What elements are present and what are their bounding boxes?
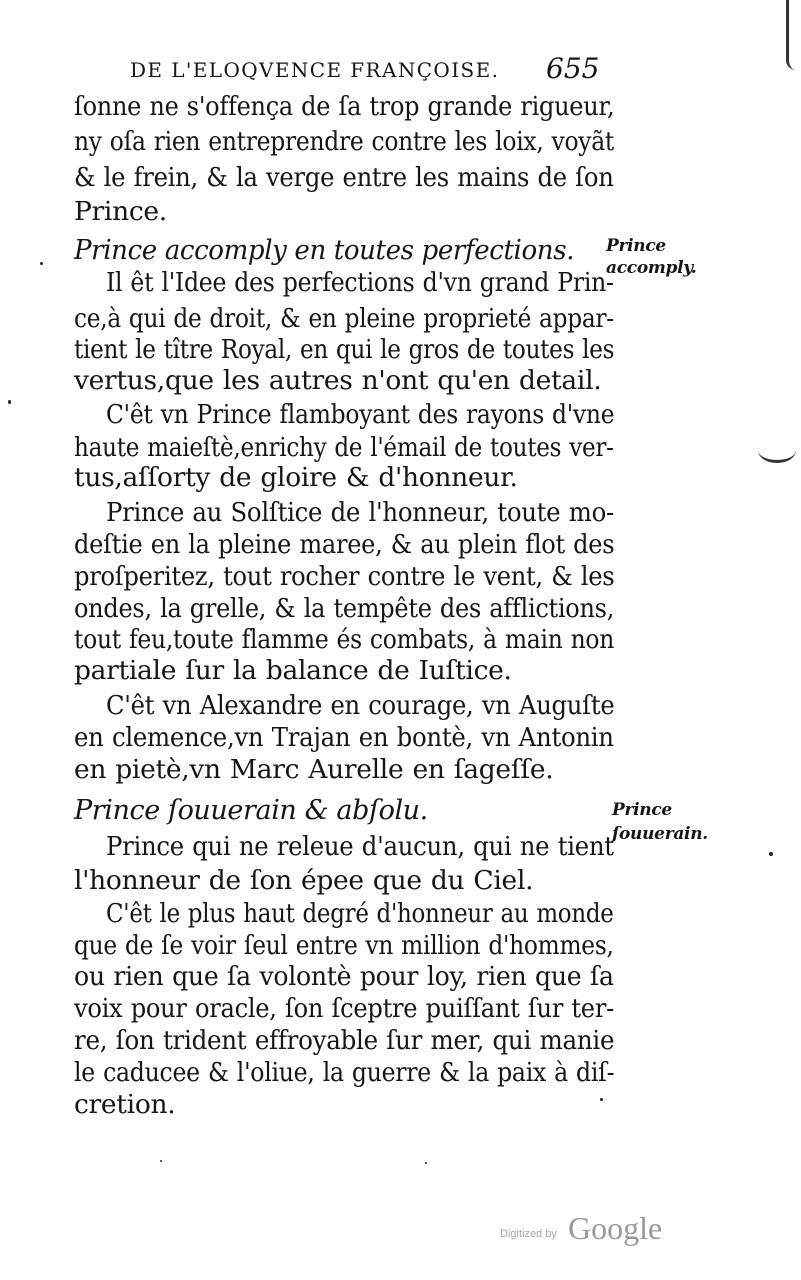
scan-mark [758, 438, 796, 463]
text-line: le caducee & l'oliue, la guerre & la paix à diſ- [74, 1057, 615, 1088]
margin-note: Prince [612, 800, 672, 820]
scan-speck [8, 400, 11, 404]
text-line: cretion. [74, 1089, 176, 1120]
text-line: que de ſe voir ſeul entre vn million d'hommes, [74, 930, 614, 961]
scan-speck [769, 852, 773, 856]
text-line: haute maieſtè,enrichy de l'émail de toutes ver- [74, 432, 614, 463]
text-line: proſperitez, tout rocher contre le vent, & les [74, 561, 615, 592]
text-line: tout feu,toute flamme és combats, à main non [74, 624, 615, 655]
text-line: en pietè,vn Marc Aurelle en ſageſſe. [74, 754, 554, 785]
text-line: tient le tître Royal, en qui le gros de toutes les [74, 334, 615, 365]
text-line: Prince. [74, 196, 167, 227]
scan-speck [600, 1098, 603, 1101]
scan-speck [160, 1160, 162, 1162]
text-line: & le frein, & la verge entre les mains de ſon [74, 162, 614, 193]
page-edge-mark [786, 0, 801, 70]
margin-note: accomply. [606, 258, 697, 278]
text-line: partiale ſur la balance de Iuſtice. [74, 655, 512, 686]
text-line: vertus,que les autres n'ont qu'en detail. [74, 365, 602, 396]
margin-note: ſouuerain. [612, 824, 708, 844]
text-line: en clemence,vn Trajan en bontè, vn Antonin [74, 722, 614, 753]
text-line: C'êt vn Prince flamboyant des rayons d'vne [106, 399, 615, 430]
text-line: Prince au Solſtice de l'honneur, toute mo- [106, 497, 614, 528]
text-line: Il êt l'Idee des perfections d'vn grand Prin- [106, 267, 614, 298]
text-line: l'honneur de ſon épee que du Ciel. [74, 865, 534, 896]
scan-speck [425, 1162, 427, 1164]
text-line: C'êt le plus haut degré d'honneur au monde [106, 898, 614, 929]
margin-note: Prince [606, 236, 666, 256]
text-line: tus,aſſorty de gloire & d'honneur. [74, 462, 518, 493]
text-line: deſtie en la pleine maree, & au plein flot des [74, 529, 615, 560]
section-heading: Prince ſouuerain & abſolu. [74, 795, 428, 826]
digitized-by-text: Digitized by [500, 1228, 557, 1240]
text-line: C'êt vn Alexandre en courage, vn Auguſte [106, 690, 615, 721]
text-line: ny oſa rien entreprendre contre les loix, voyãt [74, 126, 615, 157]
text-line: Prince qui ne releue d'aucun, qui ne tient [106, 831, 614, 862]
text-line: ſonne ne s'offença de ſa trop grande rigueur, [74, 91, 615, 122]
text-line: re, ſon trident effroyable ſur mer, qui manie [74, 1025, 615, 1056]
text-line: ou rien que ſa volontè pour loy, rien que ſa [74, 961, 614, 992]
text-line: ce,à qui de droit, & en pleine proprieté appar- [74, 303, 614, 334]
text-line: voix pour oracle, ſon ſceptre puiſſant ſur ter- [74, 993, 614, 1024]
text-line: ondes, la grelle, & la tempête des afflictions, [74, 593, 615, 624]
google-logo: Google [568, 1210, 663, 1246]
running-title: DE L'ELOQVENCE FRANÇOISE. [130, 58, 500, 82]
section-heading: Prince accomply en toutes perfections. [74, 235, 575, 266]
page-number: 655 [546, 52, 600, 85]
scan-speck [40, 262, 43, 265]
